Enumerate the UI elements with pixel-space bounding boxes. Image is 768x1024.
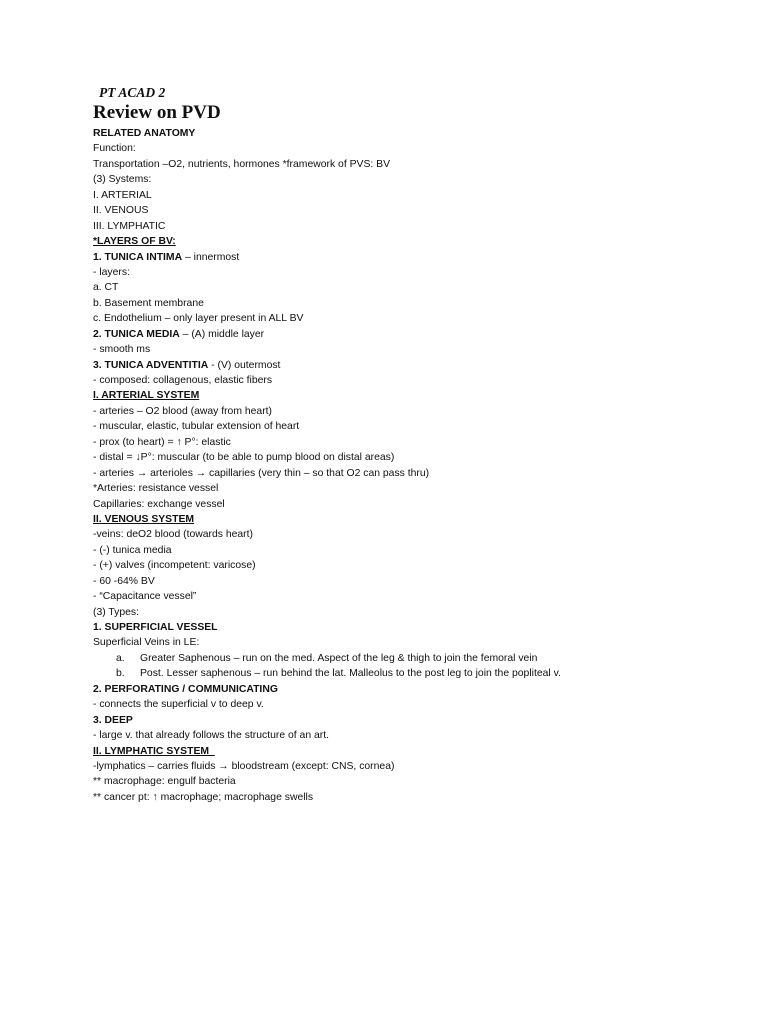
- text-line: - “Capacitance vessel”: [93, 591, 197, 603]
- text-line: - large v. that already follows the structure of an art.: [93, 730, 330, 742]
- text-line: - (-) tunica media: [93, 544, 172, 556]
- list-marker: b.: [116, 668, 125, 680]
- text-line: - arteries → arterioles → capillaries (very thin – so that O2 can pass thru): [93, 467, 430, 479]
- text-line: ** cancer pt: ↑ macrophage; macrophage swells: [93, 791, 314, 803]
- layer-heading-intima: [93, 250, 733, 265]
- list-item-text: Greater Saphenous – run on the med. Aspect of the leg & thigh to join the femoral vein: [140, 652, 538, 664]
- text-line: Transportation –O2, nutrients, hormones *framework of PVS: BV: [93, 158, 391, 170]
- layer-desc: – innermost: [182, 251, 240, 263]
- text-line: - smooth ms: [93, 344, 151, 356]
- system-item: I. ARTERIAL: [93, 189, 152, 201]
- subsection-heading-deep: 3. DEEP: [93, 714, 133, 726]
- section-heading-venous: II. VENOUS SYSTEM: [93, 513, 195, 525]
- layer-label: 3. TUNICA ADVENTITIA: [93, 359, 209, 371]
- document-title: Review on PVD: [93, 102, 221, 123]
- text-line: -lymphatics – carries fluids → bloodstream (except: CNS, cornea): [93, 760, 395, 772]
- text-line: (3) Systems:: [93, 174, 152, 186]
- layer-heading-media: [93, 327, 733, 342]
- text-line: a. CT: [93, 282, 119, 294]
- text-line: (3) Types:: [93, 606, 140, 618]
- text-line: Function:: [93, 143, 136, 155]
- layer-desc: – (A) middle layer: [179, 328, 265, 340]
- section-heading-layers: *LAYERS OF BV:: [93, 236, 176, 248]
- system-item: II. VENOUS: [93, 205, 149, 217]
- layer-label: 2. TUNICA MEDIA: [93, 328, 180, 340]
- text-line: - prox (to heart) = ↑ P°: elastic: [93, 436, 231, 448]
- layer-heading-adventitia: [93, 358, 733, 373]
- text-line: *Arteries: resistance vessel: [93, 483, 219, 495]
- text-line: - arteries – O2 blood (away from heart): [93, 405, 273, 417]
- text-line: - muscular, elastic, tubular extension of heart: [93, 421, 300, 433]
- list-item: [93, 651, 733, 666]
- text-line: - 60 -64% BV: [93, 575, 155, 587]
- list-item: [93, 666, 733, 681]
- text-line: Superficial Veins in LE:: [93, 637, 200, 649]
- list-marker: a.: [116, 652, 125, 664]
- subsection-heading-superficial: 1. SUPERFICIAL VESSEL: [93, 622, 218, 633]
- subsection-heading-perforating: 2. PERFORATING / COMMUNICATING: [93, 683, 278, 695]
- text-line: - connects the superficial v to deep v.: [93, 699, 264, 711]
- section-heading-lymphatic: II. LYMPHATIC SYSTEM: [93, 745, 215, 757]
- document-subtitle: PT ACAD 2: [99, 85, 166, 100]
- text-line: c. Endothelium – only layer present in ALL BV: [93, 313, 304, 325]
- text-line: - layers:: [93, 266, 130, 278]
- document-page: [93, 84, 733, 805]
- layer-label: 1. TUNICA INTIMA: [93, 251, 183, 263]
- text-line: - composed: collagenous, elastic fibers: [93, 375, 273, 386]
- text-line: ** macrophage: engulf bacteria: [93, 776, 236, 788]
- text-line: Capillaries: exchange vessel: [93, 498, 225, 510]
- list-item-text: Post. Lesser saphenous – run behind the lat. Malleolus to the post leg to join the popliteal v.: [140, 668, 561, 680]
- system-item: III. LYMPHATIC: [93, 220, 166, 232]
- layer-desc: - (V) outermost: [208, 359, 281, 371]
- text-line: - (+) valves (incompetent: varicose): [93, 560, 256, 572]
- section-heading-arterial: I. ARTERIAL SYSTEM: [93, 390, 200, 402]
- text-line: b. Basement membrane: [93, 297, 204, 309]
- text-line: - distal = ↓P°: muscular (to be able to pump blood on distal areas): [93, 452, 395, 464]
- section-heading-related-anatomy: RELATED ANATOMY: [93, 128, 196, 139]
- text-line: -veins: deO2 blood (towards heart): [93, 529, 253, 541]
